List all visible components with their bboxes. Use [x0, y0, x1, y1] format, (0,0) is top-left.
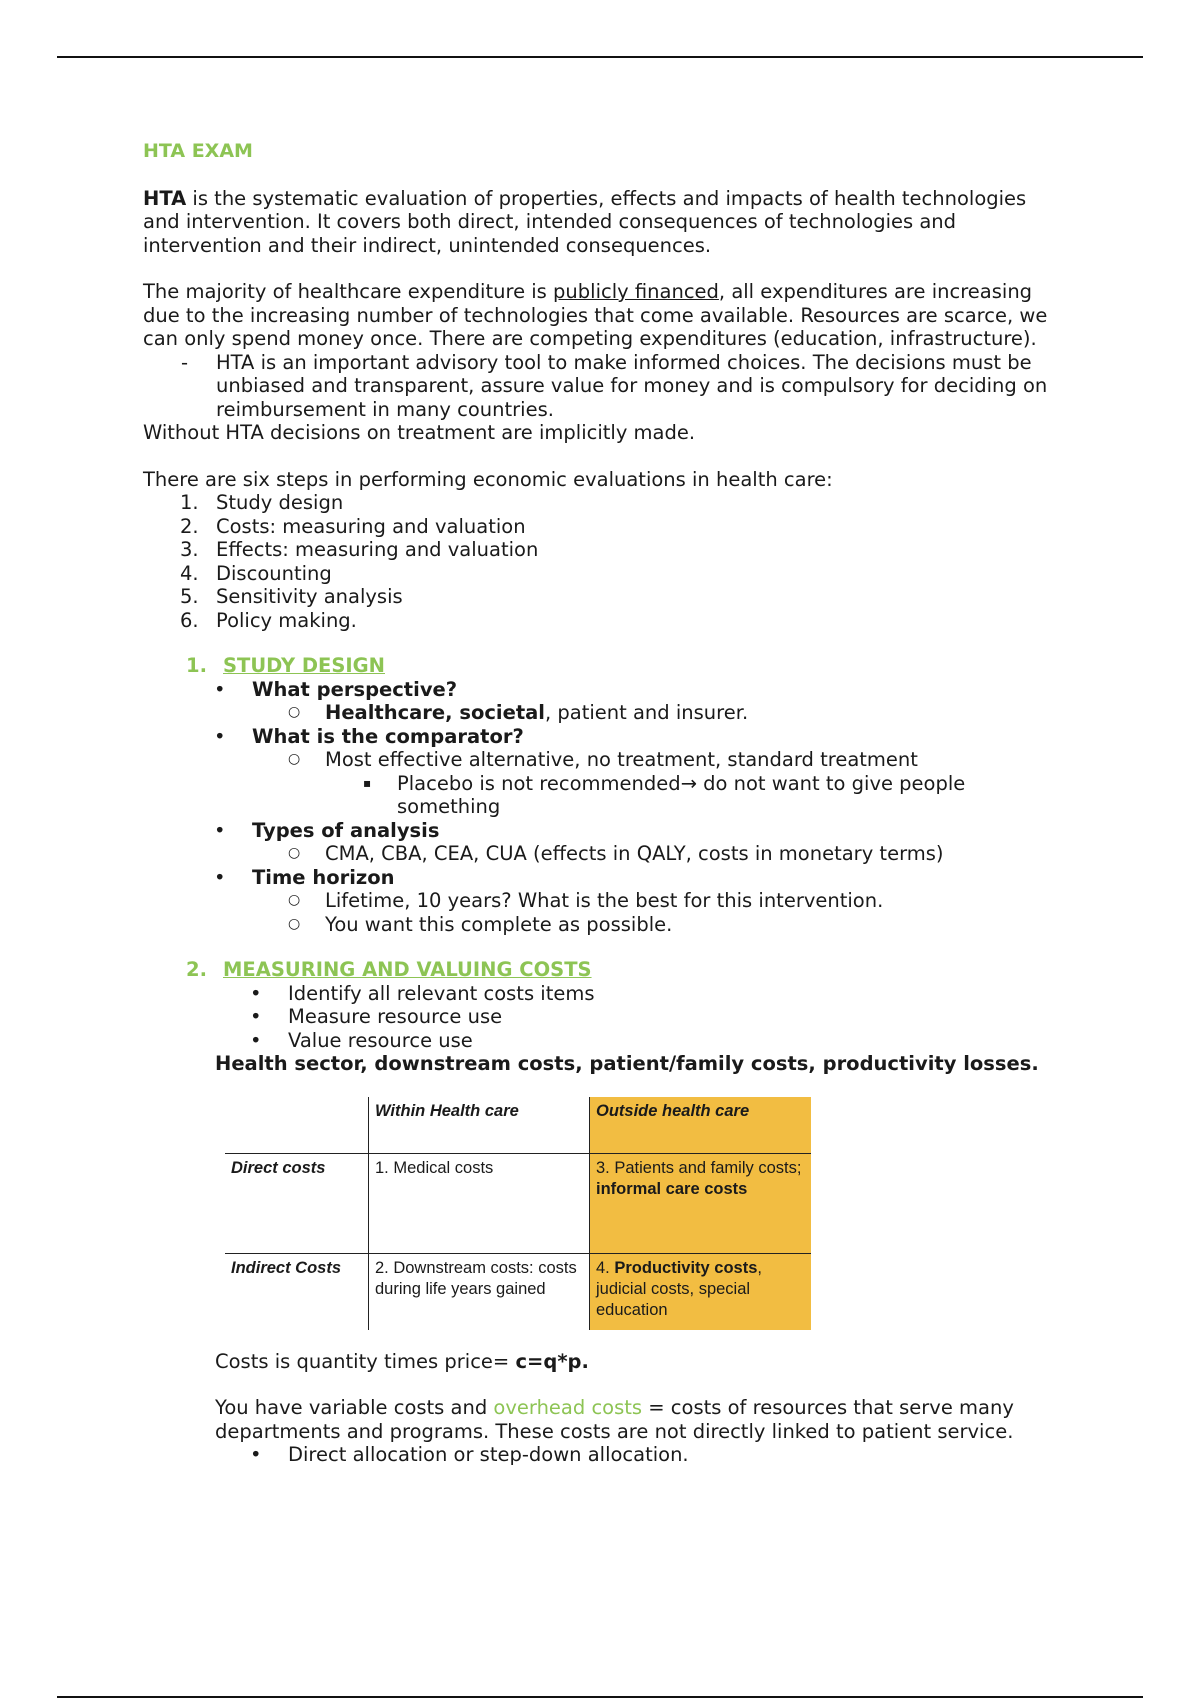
formula-line: Costs is quantity times price= c=q*p.: [215, 1349, 589, 1373]
perspective-item: • What perspective?: [214, 677, 458, 701]
allocation-bullet: • Direct allocation or step-down allocation.: [250, 1443, 689, 1466]
cell-indirect-outside: 4. Productivity costs, judicial costs, special education: [590, 1253, 812, 1330]
step-item: 6. Policy making.: [180, 608, 357, 632]
bullet-icon: •: [214, 818, 226, 842]
col-header-within: Within Health care: [369, 1097, 590, 1154]
square-bullet-icon: ▪: [363, 775, 372, 790]
step-item: 3. Effects: measuring and valuation: [180, 538, 539, 561]
intro-lead: HTA: [143, 186, 187, 210]
comparator-sub: ○ Most effective alternative, no treatment, standard treatment: [288, 748, 918, 771]
col-header-outside: Outside health care: [590, 1097, 812, 1154]
dash-item-text: HTA is an important advisory tool to make informed choices. The decisions must be unbiased and transparent, assure value for money and is compulsory for deciding on reimbursement in many countries.: [216, 350, 1048, 421]
cell-direct-within: 1. Medical costs: [369, 1153, 590, 1253]
majority-text-a: The majority of healthcare expenditure is: [143, 280, 554, 303]
intro-text: is the systematic evaluation of properties, effects and impacts of health technologies and intervention. It covers both direct, intended consequences of technologies and intervention and their indirect, unintended consequences.: [143, 186, 1027, 257]
circle-bullet-icon: ○: [288, 845, 301, 861]
bullet-icon: •: [214, 724, 226, 748]
comparator-item: • What is the comparator?: [214, 724, 524, 748]
table-header-row: [225, 1097, 811, 1154]
bullet-icon: •: [250, 981, 262, 1005]
step-item: 1. Study design: [180, 491, 344, 514]
document-title: HTA EXAM: [143, 140, 253, 162]
circle-bullet-icon: ○: [288, 892, 301, 908]
section1-heading: 1. STUDY DESIGN: [186, 654, 385, 677]
intro-paragraph: [143, 187, 1063, 258]
overhead-costs-term: overhead costs: [493, 1396, 643, 1419]
cell-indirect-within: 2. Downstream costs: costs during life years gained: [369, 1253, 590, 1330]
bullet-icon: •: [214, 865, 226, 889]
row-header-indirect: Indirect Costs: [225, 1253, 369, 1330]
horizon-item: • Time horizon: [214, 865, 395, 889]
cost-categories-line: Health sector, downstream costs, patient/family costs, productivity losses.: [215, 1052, 1039, 1075]
dash-marker: -: [181, 350, 189, 374]
horizon-sub: ○ Lifetime, 10 years? What is the best for this intervention.: [288, 889, 884, 912]
types-item: • Types of analysis: [214, 818, 440, 842]
circle-bullet-icon: ○: [288, 751, 301, 767]
without-hta-line: Without HTA decisions on treatment are implicitly made.: [143, 421, 696, 444]
top-rule: [57, 56, 1143, 58]
document-page: [143, 140, 1063, 1467]
perspective-sub: ○ Healthcare, societal, patient and insurer.: [288, 701, 749, 724]
bullet-icon: •: [250, 1005, 262, 1028]
cost-bullet: • Identify all relevant costs items: [250, 981, 595, 1005]
step-item: 4. Discounting: [180, 561, 332, 585]
step-item: 2. Costs: measuring and valuation: [180, 514, 526, 538]
bottom-rule: [57, 1696, 1143, 1698]
overhead-paragraph: You have variable costs and overhead costs = costs of resources that serve many departments and programs. These costs are not directly linked to patient service.: [215, 1396, 1014, 1443]
horizon-sub: ○ You want this complete as possible.: [288, 912, 673, 936]
table-corner-cell: [225, 1097, 369, 1154]
steps-list: [143, 491, 1063, 632]
bullet-icon: •: [250, 1028, 262, 1052]
majority-paragraph: [143, 280, 1063, 351]
bullet-icon: •: [214, 677, 226, 701]
row-header-direct: Direct costs: [225, 1153, 369, 1253]
bullet-icon: •: [250, 1443, 262, 1466]
majority-text-b: , all expenditures are increasing due to the increasing number of technologies that come available. Resources are scarce, we can only spend money once. There are competing expenditures (education, infrastructure).: [143, 280, 1048, 350]
placebo-sub: ▪ Placebo is not recommended→ do not want to give people something: [363, 771, 966, 818]
table-row: [225, 1253, 811, 1330]
steps-intro: There are six steps in performing economic evaluations in health care:: [143, 467, 833, 491]
costs-table: [225, 1097, 811, 1330]
section2-heading: 2. MEASURING AND VALUING COSTS: [186, 958, 592, 981]
cost-bullet: • Value resource use: [250, 1028, 473, 1052]
publicly-financed-underline: publicly financed: [553, 280, 719, 303]
dash-list-item: [143, 351, 1063, 422]
circle-bullet-icon: ○: [288, 915, 301, 932]
step-item: 5. Sensitivity analysis: [180, 585, 403, 608]
circle-bullet-icon: ○: [288, 704, 301, 720]
cell-direct-outside: 3. Patients and family costs; informal care costs: [590, 1153, 812, 1253]
table-row: [225, 1153, 811, 1253]
types-sub: ○ CMA, CBA, CEA, CUA (effects in QALY, costs in monetary terms): [288, 842, 944, 865]
cost-bullet: • Measure resource use: [250, 1005, 503, 1028]
